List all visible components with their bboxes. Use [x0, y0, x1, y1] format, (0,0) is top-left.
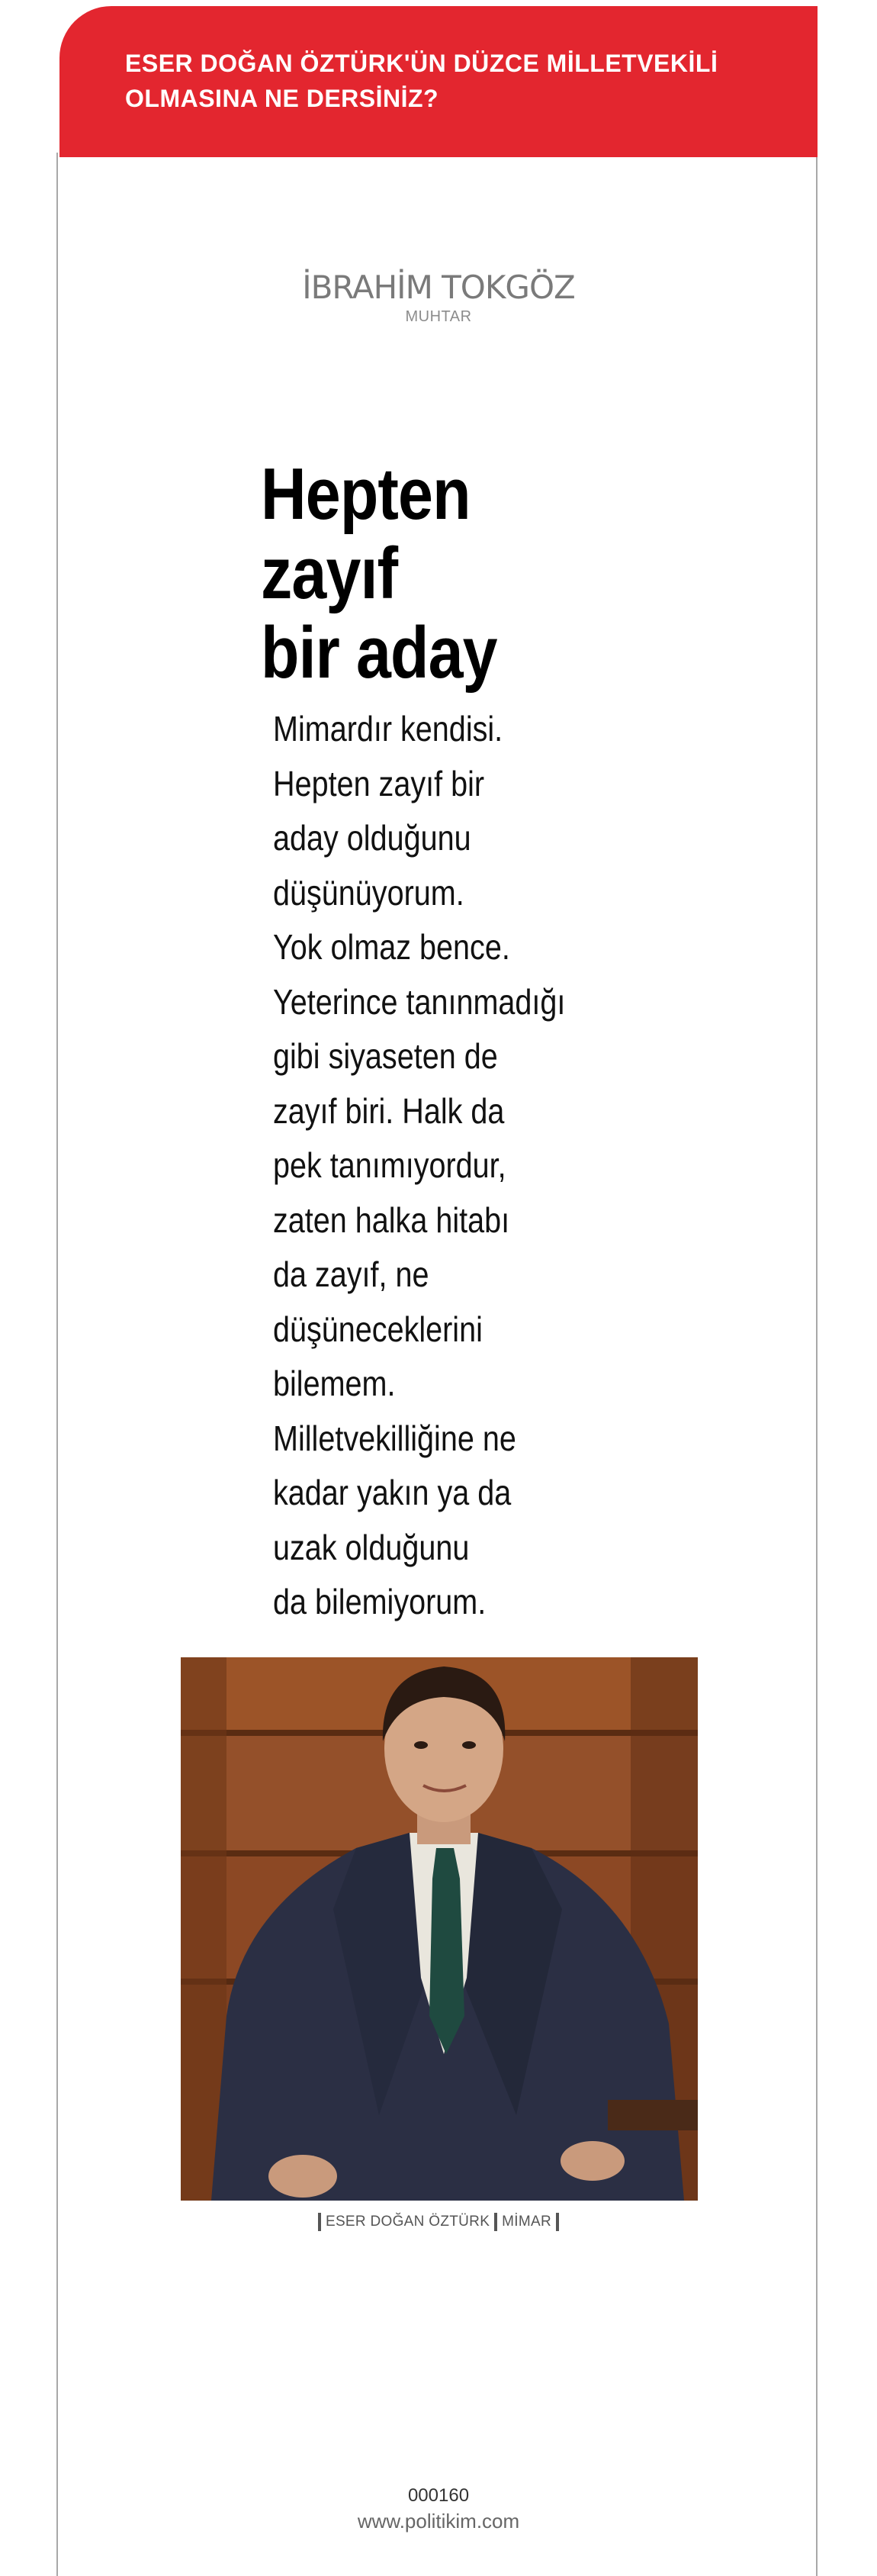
- body-line: aday olduğunu: [273, 818, 471, 858]
- body-line: zaten halka hitabı: [273, 1199, 510, 1240]
- body-line: uzak olduğunu: [273, 1527, 470, 1567]
- body-line: bilemem.: [273, 1364, 396, 1403]
- body-line: gibi siyaseten de: [273, 1036, 498, 1076]
- author-title: MUHTAR: [405, 308, 472, 325]
- body-line: düşüneceklerini: [273, 1309, 483, 1349]
- body-line: Yeterince tanınmadığı: [273, 981, 566, 1022]
- headline: [261, 455, 497, 693]
- body-line: zayıf biri. Halk da: [273, 1090, 505, 1131]
- portrait-illustration: [181, 1657, 698, 2201]
- author-name: İBRAHİM TOKGÖZ: [302, 269, 575, 306]
- banner-title-line-2: OLMASINA NE DERSİNİZ?: [125, 85, 439, 112]
- body-line: Hepten zayıf bir: [273, 763, 485, 803]
- body-line: Mimardır kendisi.: [273, 709, 503, 749]
- headline-line: Hepten: [261, 453, 471, 535]
- headline-line: bir aday: [261, 612, 497, 694]
- body-line: Milletvekilliğine ne: [273, 1418, 516, 1458]
- photo-caption: [0, 2213, 877, 2231]
- page-footer: [0, 2484, 877, 2534]
- body-line: da zayıf, ne: [273, 1254, 429, 1294]
- body-line: düşünüyorum.: [273, 872, 464, 913]
- article-body: [273, 702, 565, 1630]
- question-banner: [59, 6, 818, 157]
- body-line: da bilemiyorum.: [273, 1582, 487, 1621]
- body-line: kadar yakın ya da: [273, 1473, 512, 1512]
- caption-divider: [556, 2213, 559, 2231]
- caption-divider: [318, 2213, 321, 2231]
- site-url: www.politikim.com: [357, 2510, 520, 2533]
- caption-divider: [494, 2213, 497, 2231]
- headline-line: zayıf: [261, 533, 398, 614]
- caption-name: ESER DOĞAN ÖZTÜRK: [325, 2214, 490, 2230]
- page-code: 000160: [407, 2485, 470, 2506]
- caption-role: MİMAR: [502, 2214, 551, 2230]
- body-line: Yok olmaz bence.: [273, 927, 510, 967]
- author-block: [0, 269, 877, 326]
- body-line: pek tanımıyordur,: [273, 1145, 506, 1185]
- portrait-photo: [181, 1657, 698, 2201]
- banner-title-line-1: ESER DOĞAN ÖZTÜRK'ÜN DÜZCE MİLLETVEKİLİ: [125, 50, 718, 77]
